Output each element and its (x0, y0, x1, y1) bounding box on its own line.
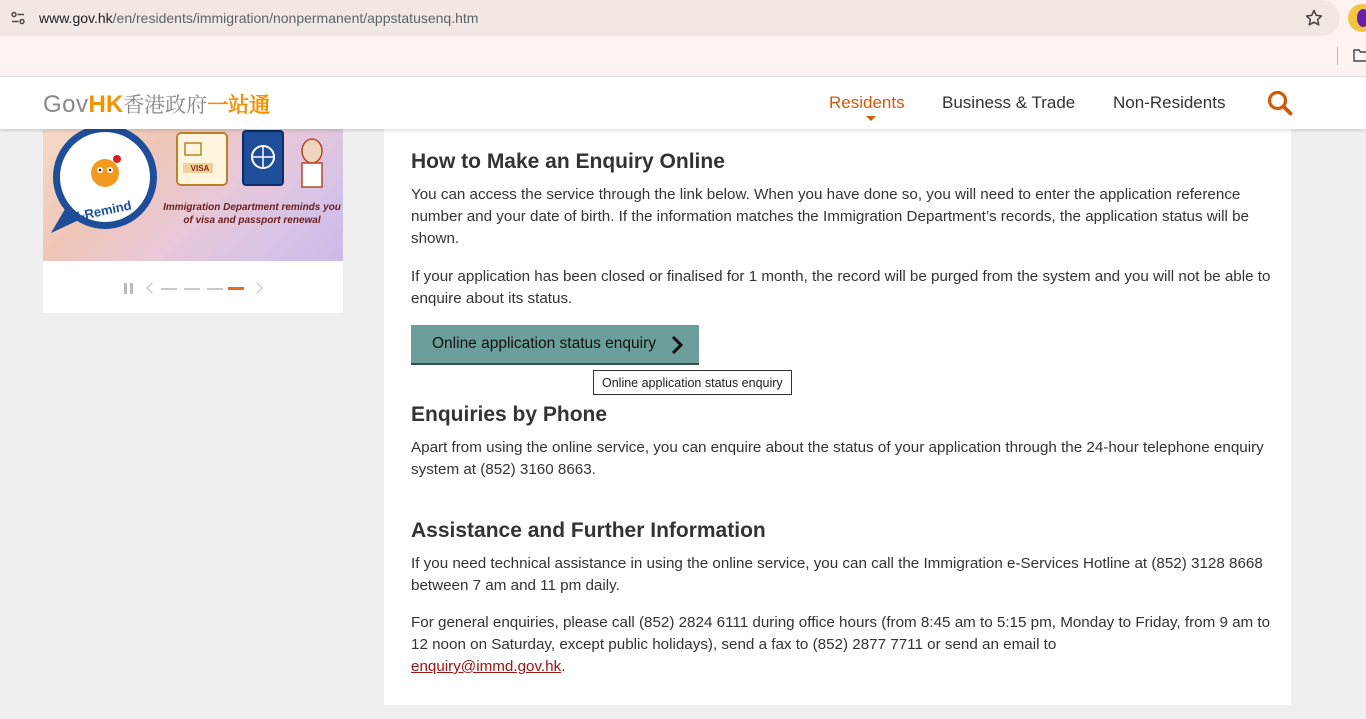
carousel-controls (123, 279, 263, 299)
section-title-assistance: Assistance and Further Information (411, 519, 766, 542)
pause-icon[interactable] (124, 283, 133, 294)
promo-banner-card (43, 129, 343, 313)
browser-address-bar (0, 0, 1366, 36)
promo-banner-image[interactable] (43, 129, 343, 261)
url-path: /en/residents/immigration/nonpermanent/appstatusenq.htm (112, 10, 479, 26)
caption-line-2: of visa and passport renewal (183, 215, 321, 226)
chevron-left-icon[interactable] (146, 282, 157, 293)
chevron-right-icon (669, 335, 685, 355)
nav-non-residents[interactable]: Non-Residents (1113, 93, 1226, 112)
online-status-enquiry-label: Online application status enquiry (432, 335, 657, 352)
caption-line-1: Immigration Department reminds you (163, 202, 341, 213)
online-enquiry-paragraph-1: You can access the service through the link below. When you have done so, you will need to enter the application reference number and your date of birth. If the information matches the Immigration Department’s records, the application status will be shown. (411, 186, 1249, 247)
bookmarks-divider (1337, 47, 1338, 65)
tooltip: Online application status enquiry (593, 370, 792, 395)
nav-active-caret-icon (866, 116, 876, 121)
online-status-enquiry-button[interactable] (411, 325, 699, 365)
profile-avatar[interactable] (1348, 4, 1366, 32)
carousel-dot-active[interactable] (228, 287, 244, 290)
carousel-dot[interactable] (161, 288, 177, 290)
bookmarks-bar (0, 36, 1366, 77)
site-info-icon[interactable] (10, 10, 26, 26)
logo-chinese-2: 一站通 (207, 94, 271, 117)
search-icon[interactable] (1267, 90, 1293, 116)
logo-gov: Gov (43, 91, 89, 118)
visa-label: VISA (190, 164, 210, 173)
logo-hk: HK (88, 91, 124, 118)
chevron-right-icon[interactable] (251, 282, 262, 293)
assistance-paragraph-1: If you need technical assistance in using the online service, you can call the Immigration e-Services Hotline at (852) 3128 8668 between 7 am and 11 pm daily. (411, 555, 1263, 594)
site-header (0, 77, 1366, 129)
nav-business-trade[interactable]: Business & Trade (942, 93, 1076, 112)
general-enquiries-text: For general enquiries, please call (852) 2824 6111 during office hours (from 8:45 am to 5:15 pm, Monday to Friday, from 9 am to 12 noon on Saturday, except public holidays), send a fax to (852) 2877 7711 or send an email to (411, 614, 1271, 653)
promo-banner-caption (161, 201, 343, 227)
assistance-paragraph-2 (411, 612, 1271, 678)
carousel-dot[interactable] (184, 288, 200, 290)
online-enquiry-paragraph-2: If your application has been closed or finalised for 1 month, the record will be purged from the system and you will not be able to enquire about its status. (411, 268, 1271, 307)
main-content (384, 129, 1291, 705)
sentence-end: . (561, 658, 566, 675)
section-title-online-enquiry: How to Make an Enquiry Online (411, 150, 725, 173)
i-remind-text: I-Remind (75, 197, 133, 224)
section-title-phone-enquiries: Enquiries by Phone (411, 403, 608, 426)
bookmark-star-icon[interactable] (1304, 8, 1324, 28)
email-link[interactable]: enquiry@immd.gov.hk (411, 658, 562, 675)
url-field[interactable] (0, 0, 1340, 36)
phone-enquiries-paragraph: Apart from using the online service, you can enquire about the status of your application through the 24-hour telephone enquiry system at (852) 3160 8663. (411, 439, 1264, 478)
folder-icon[interactable] (1353, 48, 1366, 62)
govhk-logo[interactable] (43, 89, 270, 117)
url-text[interactable] (39, 10, 478, 26)
carousel-dot[interactable] (207, 288, 223, 290)
url-host: www.gov.hk (39, 10, 113, 26)
logo-chinese-1: 香港政府 (123, 94, 208, 117)
nav-residents[interactable]: Residents (829, 93, 905, 112)
i-remind-illustration (43, 129, 343, 261)
